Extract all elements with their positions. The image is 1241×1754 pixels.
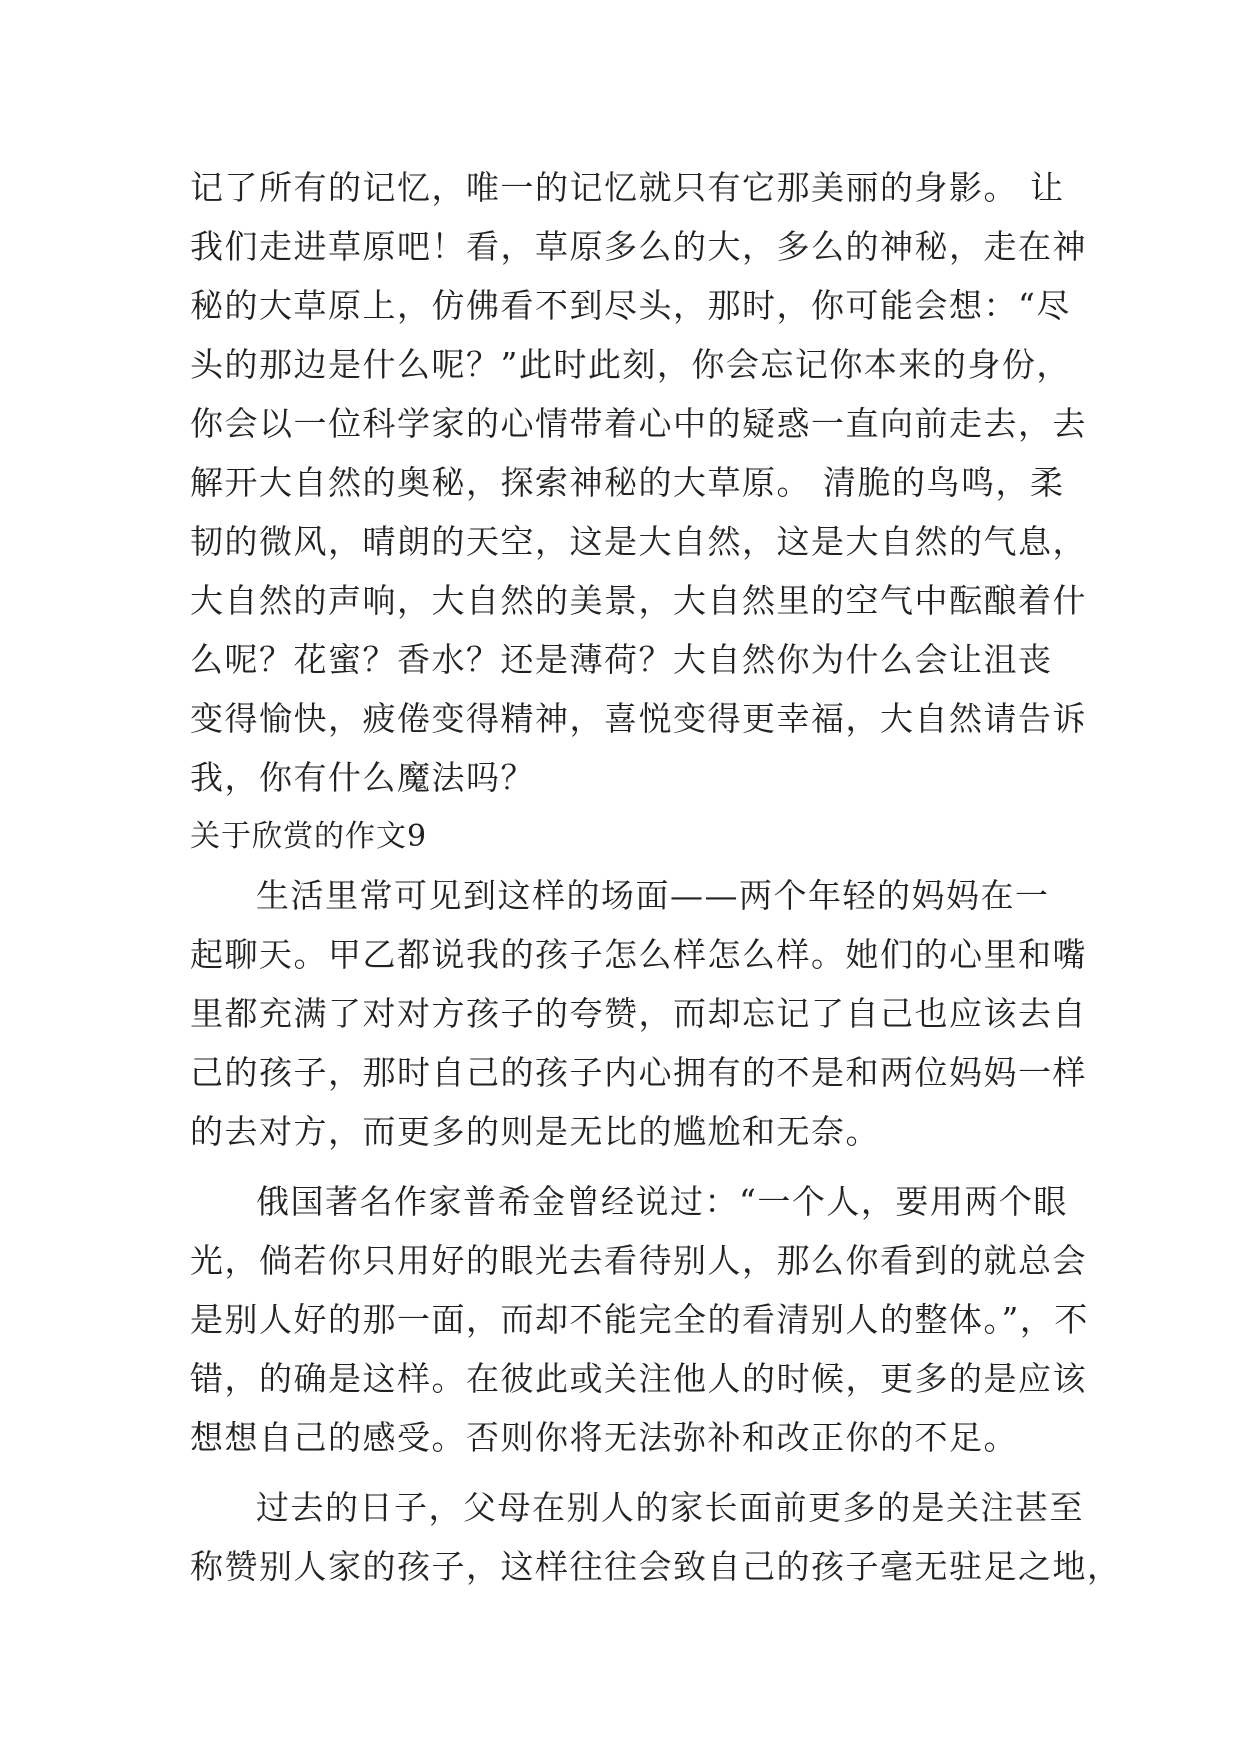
text-line: 的去对方，而更多的则是无比的尴尬和无奈。	[190, 1112, 880, 1151]
paragraph-first-line: 俄国著名作家普希金曾经说过：“一个人，要用两个眼	[256, 1182, 1068, 1221]
text-line: 记了所有的记忆，唯一的记忆就只有它那美丽的身影。 让	[190, 168, 1065, 207]
text-line: 错，的确是这样。在彼此或关注他人的时候，更多的是应该	[190, 1359, 1087, 1398]
text-line: 韧的微风，晴朗的天空，这是大自然，这是大自然的气息，	[190, 522, 1087, 561]
text-line: 么呢？花蜜？香水？还是薄荷？大自然你为什么会让沮丧	[190, 640, 1053, 679]
paragraph-first-line: 过去的日子，父母在别人的家长面前更多的是关注甚至	[256, 1488, 1084, 1527]
text-line: 我，你有什么魔法吗？	[190, 758, 535, 797]
text-line: 想想自己的感受。否则你将无法弥补和改正你的不足。	[190, 1418, 1018, 1457]
text-line: 起聊天。甲乙都说我的孩子怎么样怎么样。她们的心里和嘴	[190, 935, 1087, 974]
text-line: 头的那边是什么呢？”此时此刻，你会忘记你本来的身份，	[190, 345, 1071, 384]
section-heading: 关于欣赏的作文9	[190, 819, 428, 854]
text-line: 称赞别人家的孩子，这样往往会致自己的孩子毫无驻足之地，	[190, 1547, 1122, 1586]
text-line: 我们走进草原吧！看，草原多么的大，多么的神秘，走在神	[190, 227, 1087, 266]
paragraph-first-line: 生活里常可见到这样的场面——两个年轻的妈妈在一	[256, 876, 1050, 915]
text-line: 光，倘若你只用好的眼光去看待别人，那么你看到的就总会	[190, 1241, 1087, 1280]
text-line: 你会以一位科学家的心情带着心中的疑惑一直向前走去，去	[190, 404, 1087, 443]
text-line: 解开大自然的奥秘，探索神秘的大草原。 清脆的鸟鸣，柔	[190, 463, 1065, 502]
text-line: 己的孩子，那时自己的孩子内心拥有的不是和两位妈妈一样	[190, 1053, 1087, 1092]
essay-text	[190, 158, 1122, 1596]
text-line: 变得愉快，疲倦变得精神，喜悦变得更幸福，大自然请告诉	[190, 699, 1087, 738]
text-line: 秘的大草原上，仿佛看不到尽头，那时，你可能会想：“尽	[190, 286, 1071, 325]
text-line: 大自然的声响，大自然的美景，大自然里的空气中酝酿着什	[190, 581, 1087, 620]
text-line: 里都充满了对对方孩子的夸赞，而却忘记了自己也应该去自	[190, 994, 1087, 1033]
text-line: 是别人好的那一面，而却不能完全的看清别人的整体。”，不	[190, 1300, 1089, 1339]
